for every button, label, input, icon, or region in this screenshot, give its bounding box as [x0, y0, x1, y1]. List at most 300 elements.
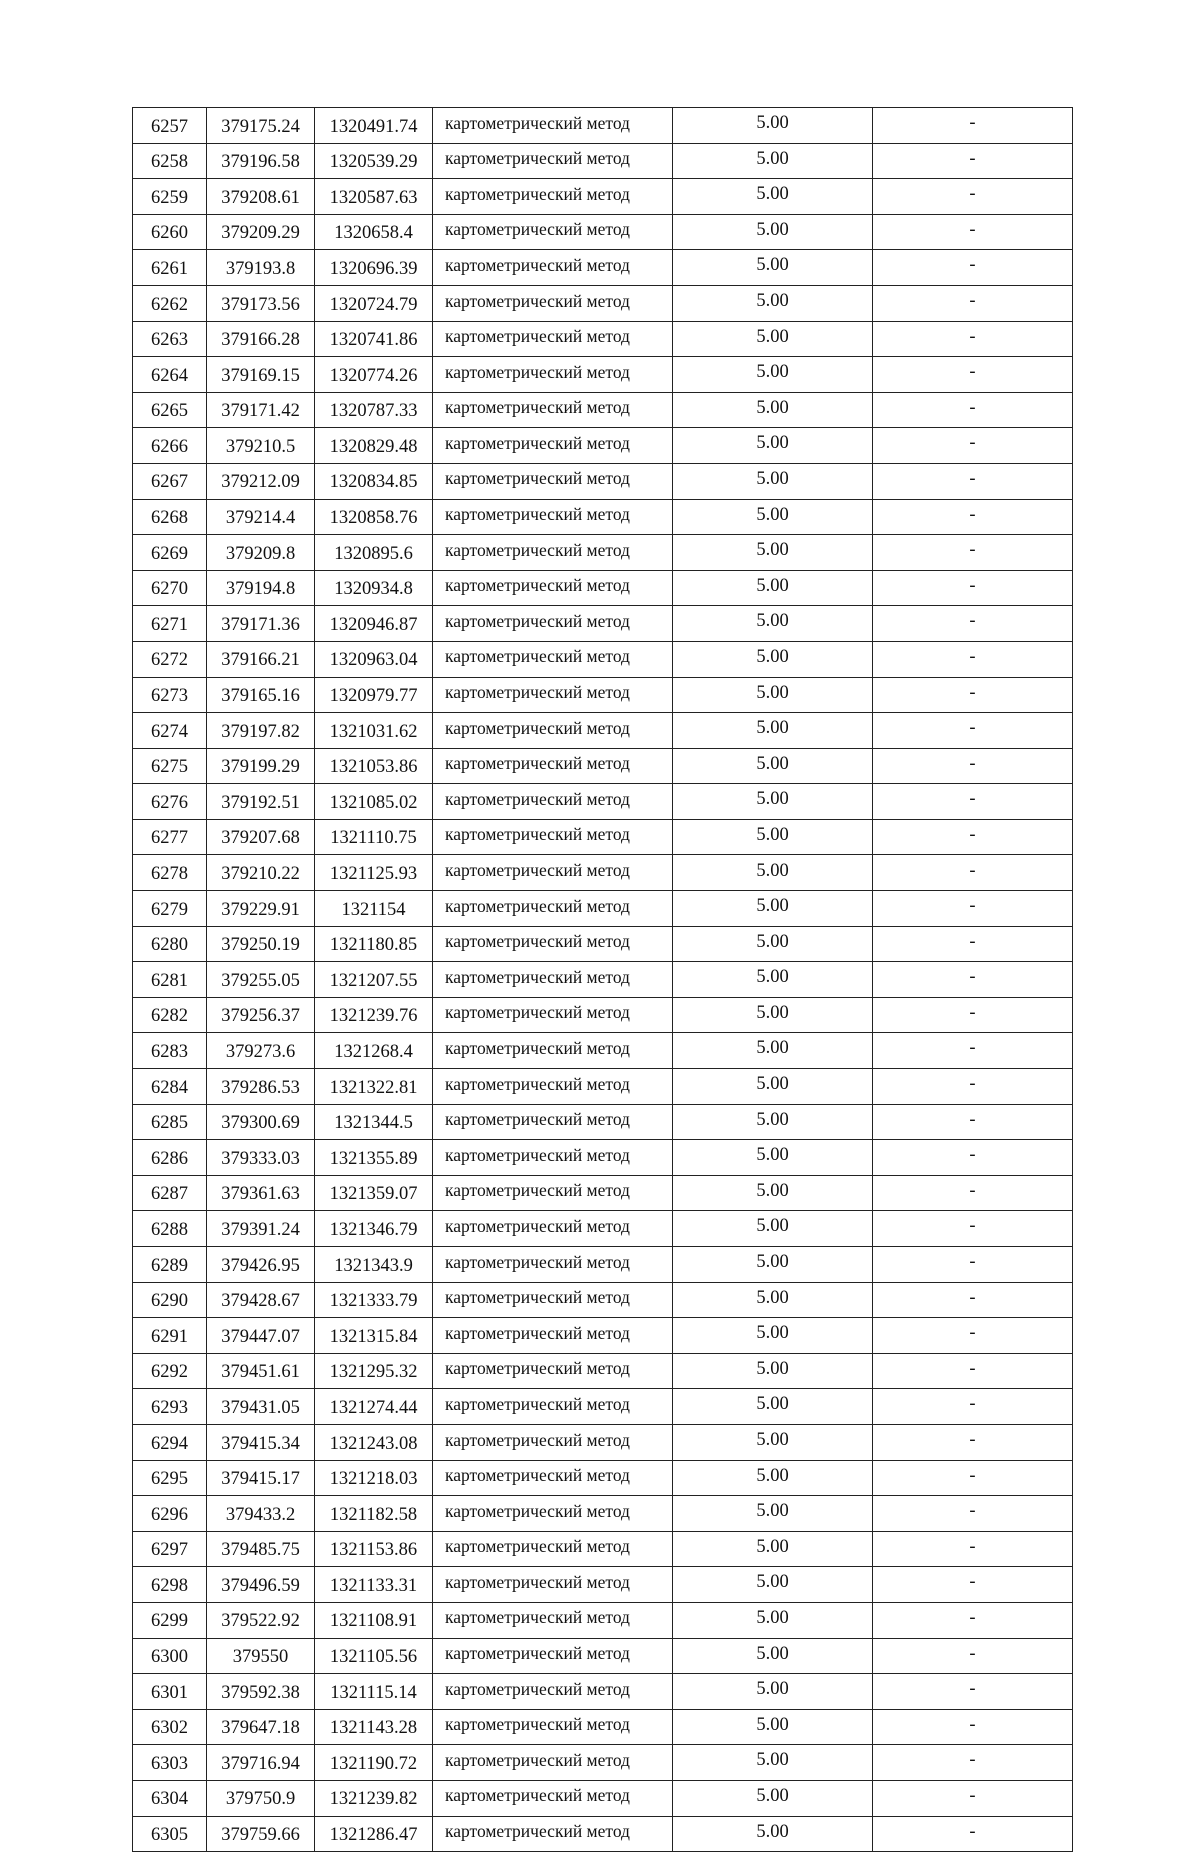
x-coordinate-cell: 379250.19	[207, 926, 315, 962]
y-coordinate-cell: 1320724.79	[315, 285, 433, 321]
point-number-cell: 6272	[133, 641, 207, 677]
x-coordinate-cell: 379485.75	[207, 1531, 315, 1567]
extra-cell: -	[873, 108, 1073, 144]
x-coordinate-cell: 379171.42	[207, 392, 315, 428]
y-coordinate-cell: 1321346.79	[315, 1211, 433, 1247]
point-number-cell: 6295	[133, 1460, 207, 1496]
y-coordinate-cell: 1321110.75	[315, 819, 433, 855]
table-row	[133, 1460, 1073, 1496]
accuracy-cell: 5.00	[673, 1602, 873, 1638]
table-row	[133, 1567, 1073, 1603]
extra-cell: -	[873, 570, 1073, 606]
table-row	[133, 321, 1073, 357]
point-number-cell: 6269	[133, 535, 207, 571]
accuracy-cell: 5.00	[673, 713, 873, 749]
extra-cell: -	[873, 1424, 1073, 1460]
y-coordinate-cell: 1320491.74	[315, 108, 433, 144]
point-number-cell: 6270	[133, 570, 207, 606]
x-coordinate-cell: 379716.94	[207, 1745, 315, 1781]
x-coordinate-cell: 379433.2	[207, 1496, 315, 1532]
extra-cell: -	[873, 1460, 1073, 1496]
method-cell: картометрический метод	[433, 463, 673, 499]
x-coordinate-cell: 379361.63	[207, 1175, 315, 1211]
table-row	[133, 1033, 1073, 1069]
x-coordinate-cell: 379431.05	[207, 1389, 315, 1425]
extra-cell: -	[873, 819, 1073, 855]
table-row	[133, 214, 1073, 250]
point-number-cell: 6287	[133, 1175, 207, 1211]
y-coordinate-cell: 1321133.31	[315, 1567, 433, 1603]
extra-cell: -	[873, 357, 1073, 393]
method-cell: картометрический метод	[433, 1496, 673, 1532]
y-coordinate-cell: 1321344.5	[315, 1104, 433, 1140]
extra-cell: -	[873, 1175, 1073, 1211]
y-coordinate-cell: 1321239.82	[315, 1780, 433, 1816]
accuracy-cell: 5.00	[673, 1389, 873, 1425]
accuracy-cell: 5.00	[673, 535, 873, 571]
x-coordinate-cell: 379214.4	[207, 499, 315, 535]
accuracy-cell: 5.00	[673, 179, 873, 215]
y-coordinate-cell: 1320658.4	[315, 214, 433, 250]
accuracy-cell: 5.00	[673, 143, 873, 179]
accuracy-cell: 5.00	[673, 855, 873, 891]
accuracy-cell: 5.00	[673, 1318, 873, 1354]
y-coordinate-cell: 1321333.79	[315, 1282, 433, 1318]
y-coordinate-cell: 1321190.72	[315, 1745, 433, 1781]
y-coordinate-cell: 1320829.48	[315, 428, 433, 464]
table-row	[133, 1816, 1073, 1852]
table-row	[133, 926, 1073, 962]
y-coordinate-cell: 1321182.58	[315, 1496, 433, 1532]
table-row	[133, 1282, 1073, 1318]
point-number-cell: 6288	[133, 1211, 207, 1247]
method-cell: картометрический метод	[433, 677, 673, 713]
table-row	[133, 392, 1073, 428]
point-number-cell: 6273	[133, 677, 207, 713]
y-coordinate-cell: 1320834.85	[315, 463, 433, 499]
table-row	[133, 1353, 1073, 1389]
table-row	[133, 428, 1073, 464]
y-coordinate-cell: 1321207.55	[315, 962, 433, 998]
table-row	[133, 1709, 1073, 1745]
point-number-cell: 6282	[133, 997, 207, 1033]
method-cell: картометрический метод	[433, 1745, 673, 1781]
accuracy-cell: 5.00	[673, 1496, 873, 1532]
method-cell: картометрический метод	[433, 214, 673, 250]
x-coordinate-cell: 379166.21	[207, 641, 315, 677]
y-coordinate-cell: 1321315.84	[315, 1318, 433, 1354]
y-coordinate-cell: 1321243.08	[315, 1424, 433, 1460]
table-row	[133, 535, 1073, 571]
point-number-cell: 6296	[133, 1496, 207, 1532]
point-number-cell: 6263	[133, 321, 207, 357]
extra-cell: -	[873, 143, 1073, 179]
x-coordinate-cell: 379197.82	[207, 713, 315, 749]
point-number-cell: 6298	[133, 1567, 207, 1603]
table-row	[133, 463, 1073, 499]
y-coordinate-cell: 1320946.87	[315, 606, 433, 642]
x-coordinate-cell: 379592.38	[207, 1674, 315, 1710]
method-cell: картометрический метод	[433, 1602, 673, 1638]
accuracy-cell: 5.00	[673, 1104, 873, 1140]
method-cell: картометрический метод	[433, 1567, 673, 1603]
x-coordinate-cell: 379300.69	[207, 1104, 315, 1140]
point-number-cell: 6305	[133, 1816, 207, 1852]
y-coordinate-cell: 1320787.33	[315, 392, 433, 428]
method-cell: картометрический метод	[433, 285, 673, 321]
x-coordinate-cell: 379229.91	[207, 891, 315, 927]
accuracy-cell: 5.00	[673, 784, 873, 820]
method-cell: картометрический метод	[433, 570, 673, 606]
point-number-cell: 6294	[133, 1424, 207, 1460]
x-coordinate-cell: 379391.24	[207, 1211, 315, 1247]
method-cell: картометрический метод	[433, 179, 673, 215]
method-cell: картометрический метод	[433, 1709, 673, 1745]
method-cell: картометрический метод	[433, 321, 673, 357]
table-row	[133, 1424, 1073, 1460]
extra-cell: -	[873, 1816, 1073, 1852]
y-coordinate-cell: 1321180.85	[315, 926, 433, 962]
accuracy-cell: 5.00	[673, 891, 873, 927]
accuracy-cell: 5.00	[673, 1247, 873, 1283]
method-cell: картометрический метод	[433, 250, 673, 286]
y-coordinate-cell: 1321115.14	[315, 1674, 433, 1710]
extra-cell: -	[873, 1389, 1073, 1425]
point-number-cell: 6283	[133, 1033, 207, 1069]
extra-cell: -	[873, 499, 1073, 535]
point-number-cell: 6261	[133, 250, 207, 286]
y-coordinate-cell: 1321154	[315, 891, 433, 927]
accuracy-cell: 5.00	[673, 962, 873, 998]
point-number-cell: 6304	[133, 1780, 207, 1816]
method-cell: картометрический метод	[433, 108, 673, 144]
extra-cell: -	[873, 855, 1073, 891]
y-coordinate-cell: 1321105.56	[315, 1638, 433, 1674]
table-row	[133, 855, 1073, 891]
extra-cell: -	[873, 1496, 1073, 1532]
point-number-cell: 6277	[133, 819, 207, 855]
x-coordinate-cell: 379333.03	[207, 1140, 315, 1176]
table-row	[133, 641, 1073, 677]
method-cell: картометрический метод	[433, 1531, 673, 1567]
accuracy-cell: 5.00	[673, 1531, 873, 1567]
method-cell: картометрический метод	[433, 499, 673, 535]
table-row	[133, 570, 1073, 606]
coordinates-table	[132, 107, 1073, 1852]
table-row	[133, 784, 1073, 820]
accuracy-cell: 5.00	[673, 1674, 873, 1710]
accuracy-cell: 5.00	[673, 463, 873, 499]
table-row	[133, 1175, 1073, 1211]
y-coordinate-cell: 1321143.28	[315, 1709, 433, 1745]
accuracy-cell: 5.00	[673, 357, 873, 393]
accuracy-cell: 5.00	[673, 997, 873, 1033]
method-cell: картометрический метод	[433, 819, 673, 855]
extra-cell: -	[873, 1318, 1073, 1354]
x-coordinate-cell: 379207.68	[207, 819, 315, 855]
point-number-cell: 6293	[133, 1389, 207, 1425]
x-coordinate-cell: 379759.66	[207, 1816, 315, 1852]
method-cell: картометрический метод	[433, 1211, 673, 1247]
table-row	[133, 1780, 1073, 1816]
accuracy-cell: 5.00	[673, 1424, 873, 1460]
extra-cell: -	[873, 1745, 1073, 1781]
point-number-cell: 6276	[133, 784, 207, 820]
method-cell: картометрический метод	[433, 1674, 673, 1710]
point-number-cell: 6280	[133, 926, 207, 962]
table-row	[133, 1531, 1073, 1567]
method-cell: картометрический метод	[433, 535, 673, 571]
extra-cell: -	[873, 997, 1073, 1033]
x-coordinate-cell: 379175.24	[207, 108, 315, 144]
method-cell: картометрический метод	[433, 1318, 673, 1354]
y-coordinate-cell: 1321274.44	[315, 1389, 433, 1425]
point-number-cell: 6285	[133, 1104, 207, 1140]
x-coordinate-cell: 379255.05	[207, 962, 315, 998]
x-coordinate-cell: 379750.9	[207, 1780, 315, 1816]
x-coordinate-cell: 379496.59	[207, 1567, 315, 1603]
point-number-cell: 6265	[133, 392, 207, 428]
extra-cell: -	[873, 392, 1073, 428]
accuracy-cell: 5.00	[673, 250, 873, 286]
method-cell: картометрический метод	[433, 1389, 673, 1425]
x-coordinate-cell: 379194.8	[207, 570, 315, 606]
y-coordinate-cell: 1321322.81	[315, 1069, 433, 1105]
x-coordinate-cell: 379428.67	[207, 1282, 315, 1318]
point-number-cell: 6266	[133, 428, 207, 464]
accuracy-cell: 5.00	[673, 428, 873, 464]
x-coordinate-cell: 379171.36	[207, 606, 315, 642]
method-cell: картометрический метод	[433, 713, 673, 749]
point-number-cell: 6264	[133, 357, 207, 393]
x-coordinate-cell: 379209.8	[207, 535, 315, 571]
accuracy-cell: 5.00	[673, 1175, 873, 1211]
extra-cell: -	[873, 713, 1073, 749]
method-cell: картометрический метод	[433, 926, 673, 962]
table-row	[133, 713, 1073, 749]
extra-cell: -	[873, 641, 1073, 677]
x-coordinate-cell: 379415.34	[207, 1424, 315, 1460]
extra-cell: -	[873, 463, 1073, 499]
table-row	[133, 748, 1073, 784]
y-coordinate-cell: 1321108.91	[315, 1602, 433, 1638]
y-coordinate-cell: 1320741.86	[315, 321, 433, 357]
table-row	[133, 1389, 1073, 1425]
point-number-cell: 6275	[133, 748, 207, 784]
accuracy-cell: 5.00	[673, 748, 873, 784]
accuracy-cell: 5.00	[673, 677, 873, 713]
accuracy-cell: 5.00	[673, 606, 873, 642]
method-cell: картометрический метод	[433, 1175, 673, 1211]
extra-cell: -	[873, 1104, 1073, 1140]
method-cell: картометрический метод	[433, 1780, 673, 1816]
method-cell: картометрический метод	[433, 748, 673, 784]
point-number-cell: 6300	[133, 1638, 207, 1674]
extra-cell: -	[873, 784, 1073, 820]
accuracy-cell: 5.00	[673, 1780, 873, 1816]
x-coordinate-cell: 379210.5	[207, 428, 315, 464]
extra-cell: -	[873, 1567, 1073, 1603]
y-coordinate-cell: 1320858.76	[315, 499, 433, 535]
extra-cell: -	[873, 1247, 1073, 1283]
x-coordinate-cell: 379199.29	[207, 748, 315, 784]
accuracy-cell: 5.00	[673, 1140, 873, 1176]
accuracy-cell: 5.00	[673, 108, 873, 144]
method-cell: картометрический метод	[433, 606, 673, 642]
table-row	[133, 285, 1073, 321]
table-row	[133, 499, 1073, 535]
extra-cell: -	[873, 962, 1073, 998]
extra-cell: -	[873, 1780, 1073, 1816]
y-coordinate-cell: 1321053.86	[315, 748, 433, 784]
point-number-cell: 6259	[133, 179, 207, 215]
y-coordinate-cell: 1320963.04	[315, 641, 433, 677]
extra-cell: -	[873, 1638, 1073, 1674]
point-number-cell: 6303	[133, 1745, 207, 1781]
point-number-cell: 6284	[133, 1069, 207, 1105]
accuracy-cell: 5.00	[673, 1709, 873, 1745]
method-cell: картометрический метод	[433, 428, 673, 464]
method-cell: картометрический метод	[433, 1816, 673, 1852]
extra-cell: -	[873, 1211, 1073, 1247]
table-row	[133, 143, 1073, 179]
accuracy-cell: 5.00	[673, 1638, 873, 1674]
point-number-cell: 6292	[133, 1353, 207, 1389]
table-row	[133, 108, 1073, 144]
method-cell: картометрический метод	[433, 784, 673, 820]
y-coordinate-cell: 1320934.8	[315, 570, 433, 606]
x-coordinate-cell: 379273.6	[207, 1033, 315, 1069]
point-number-cell: 6281	[133, 962, 207, 998]
table-row	[133, 1247, 1073, 1283]
point-number-cell: 6301	[133, 1674, 207, 1710]
accuracy-cell: 5.00	[673, 819, 873, 855]
extra-cell: -	[873, 1353, 1073, 1389]
table-row	[133, 997, 1073, 1033]
point-number-cell: 6267	[133, 463, 207, 499]
y-coordinate-cell: 1320895.6	[315, 535, 433, 571]
point-number-cell: 6260	[133, 214, 207, 250]
x-coordinate-cell: 379196.58	[207, 143, 315, 179]
x-coordinate-cell: 379426.95	[207, 1247, 315, 1283]
method-cell: картометрический метод	[433, 1460, 673, 1496]
table-row	[133, 1211, 1073, 1247]
table-row	[133, 819, 1073, 855]
table-row	[133, 1069, 1073, 1105]
x-coordinate-cell: 379256.37	[207, 997, 315, 1033]
extra-cell: -	[873, 179, 1073, 215]
y-coordinate-cell: 1321239.76	[315, 997, 433, 1033]
table-row	[133, 891, 1073, 927]
table-row	[133, 1104, 1073, 1140]
point-number-cell: 6257	[133, 108, 207, 144]
table-row	[133, 962, 1073, 998]
method-cell: картометрический метод	[433, 1033, 673, 1069]
extra-cell: -	[873, 1140, 1073, 1176]
accuracy-cell: 5.00	[673, 1033, 873, 1069]
x-coordinate-cell: 379550	[207, 1638, 315, 1674]
table-row	[133, 1140, 1073, 1176]
x-coordinate-cell: 379192.51	[207, 784, 315, 820]
extra-cell: -	[873, 1531, 1073, 1567]
method-cell: картометрический метод	[433, 1282, 673, 1318]
method-cell: картометрический метод	[433, 357, 673, 393]
y-coordinate-cell: 1321031.62	[315, 713, 433, 749]
table-row	[133, 1638, 1073, 1674]
x-coordinate-cell: 379212.09	[207, 463, 315, 499]
extra-cell: -	[873, 677, 1073, 713]
extra-cell: -	[873, 1674, 1073, 1710]
table-row	[133, 1674, 1073, 1710]
coordinates-table-body	[133, 108, 1073, 1852]
accuracy-cell: 5.00	[673, 392, 873, 428]
x-coordinate-cell: 379522.92	[207, 1602, 315, 1638]
accuracy-cell: 5.00	[673, 1353, 873, 1389]
point-number-cell: 6268	[133, 499, 207, 535]
y-coordinate-cell: 1321085.02	[315, 784, 433, 820]
point-number-cell: 6291	[133, 1318, 207, 1354]
method-cell: картометрический метод	[433, 392, 673, 428]
x-coordinate-cell: 379173.56	[207, 285, 315, 321]
x-coordinate-cell: 379415.17	[207, 1460, 315, 1496]
method-cell: картометрический метод	[433, 855, 673, 891]
point-number-cell: 6258	[133, 143, 207, 179]
y-coordinate-cell: 1321355.89	[315, 1140, 433, 1176]
accuracy-cell: 5.00	[673, 1460, 873, 1496]
y-coordinate-cell: 1321295.32	[315, 1353, 433, 1389]
method-cell: картометрический метод	[433, 1424, 673, 1460]
y-coordinate-cell: 1320587.63	[315, 179, 433, 215]
accuracy-cell: 5.00	[673, 641, 873, 677]
method-cell: картометрический метод	[433, 997, 673, 1033]
method-cell: картометрический метод	[433, 1140, 673, 1176]
extra-cell: -	[873, 748, 1073, 784]
x-coordinate-cell: 379210.22	[207, 855, 315, 891]
table-row	[133, 606, 1073, 642]
y-coordinate-cell: 1320696.39	[315, 250, 433, 286]
method-cell: картометрический метод	[433, 1247, 673, 1283]
extra-cell: -	[873, 1033, 1073, 1069]
extra-cell: -	[873, 1069, 1073, 1105]
x-coordinate-cell: 379447.07	[207, 1318, 315, 1354]
x-coordinate-cell: 379209.29	[207, 214, 315, 250]
table-row	[133, 677, 1073, 713]
y-coordinate-cell: 1321218.03	[315, 1460, 433, 1496]
y-coordinate-cell: 1320774.26	[315, 357, 433, 393]
extra-cell: -	[873, 535, 1073, 571]
table-row	[133, 1602, 1073, 1638]
extra-cell: -	[873, 606, 1073, 642]
extra-cell: -	[873, 926, 1073, 962]
method-cell: картометрический метод	[433, 1353, 673, 1389]
table-row	[133, 1745, 1073, 1781]
method-cell: картометрический метод	[433, 1638, 673, 1674]
point-number-cell: 6262	[133, 285, 207, 321]
extra-cell: -	[873, 321, 1073, 357]
point-number-cell: 6278	[133, 855, 207, 891]
extra-cell: -	[873, 1602, 1073, 1638]
y-coordinate-cell: 1321268.4	[315, 1033, 433, 1069]
y-coordinate-cell: 1320539.29	[315, 143, 433, 179]
accuracy-cell: 5.00	[673, 926, 873, 962]
table-row	[133, 250, 1073, 286]
method-cell: картометрический метод	[433, 1069, 673, 1105]
accuracy-cell: 5.00	[673, 321, 873, 357]
point-number-cell: 6302	[133, 1709, 207, 1745]
extra-cell: -	[873, 1709, 1073, 1745]
point-number-cell: 6279	[133, 891, 207, 927]
table-row	[133, 1318, 1073, 1354]
